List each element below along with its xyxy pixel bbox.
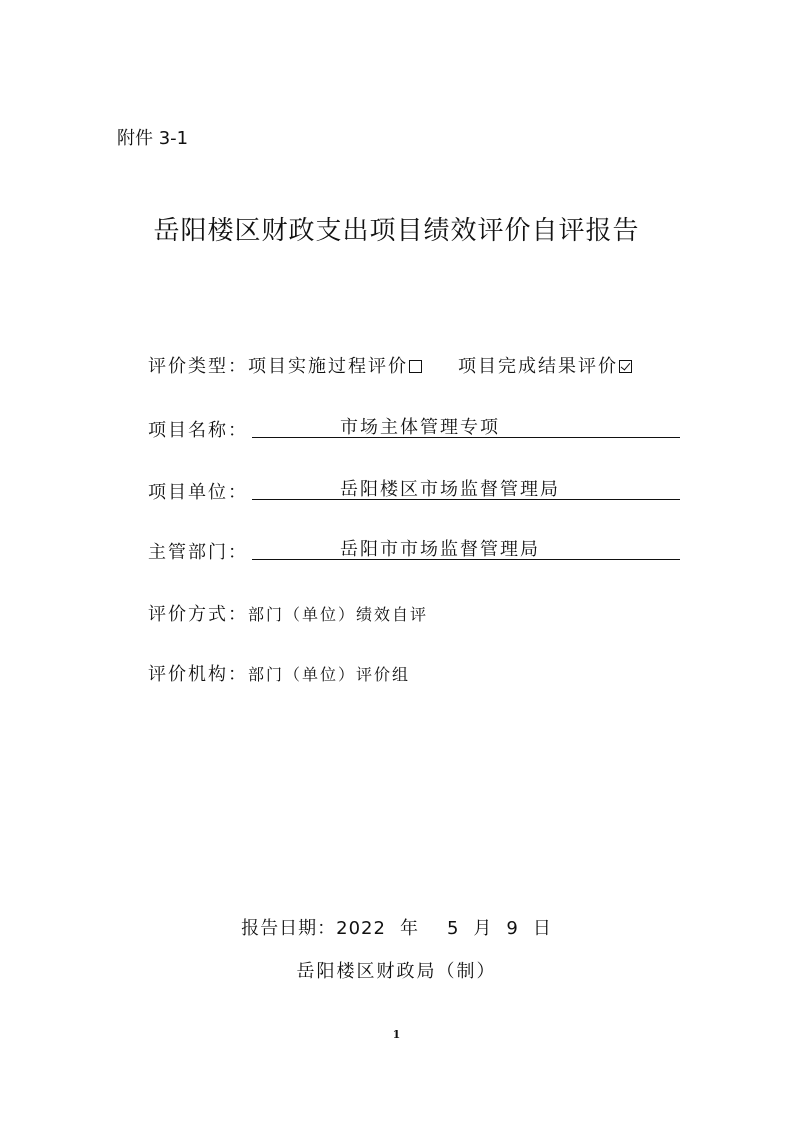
report-date-year-unit: 年 (399, 918, 419, 939)
supervisor-field (252, 535, 680, 560)
report-date-label: 报告日期： (241, 918, 337, 939)
evaluation-method-value: 部门（单位）绩效自评 (248, 605, 429, 624)
evaluation-type-row (148, 352, 632, 378)
evaluation-type-label: 评价类型： (148, 356, 248, 377)
report-date-day: 9 (506, 918, 519, 939)
attachment-label: 附件 3-1 (117, 128, 189, 149)
report-date-day-unit: 日 (532, 918, 552, 939)
project-name-value: 市场主体管理专项 (340, 417, 500, 438)
evaluation-org-label: 评价机构： (148, 664, 248, 685)
evaluation-org-value: 部门（单位）评价组 (248, 665, 411, 684)
result-evaluation-checkbox-checked-icon[interactable] (619, 360, 632, 373)
report-date-month-unit: 月 (473, 918, 493, 939)
process-evaluation-option: 项目实施过程评价 (248, 356, 408, 377)
result-evaluation-option: 项目完成结果评价 (458, 356, 618, 377)
project-unit-field (252, 475, 680, 500)
evaluation-method-label: 评价方式： (148, 604, 248, 625)
evaluation-org-row (148, 660, 410, 686)
report-date-year: 2022 (336, 918, 386, 939)
supervisor-label: 主管部门： (148, 542, 248, 563)
project-unit-value: 岳阳楼区市场监督管理局 (340, 479, 560, 500)
page-number: 1 (392, 1028, 401, 1041)
report-date (0, 914, 793, 940)
evaluation-method-row (148, 600, 428, 626)
project-name-label: 项目名称： (148, 420, 248, 441)
process-evaluation-checkbox-icon[interactable] (409, 360, 422, 373)
report-date-month: 5 (446, 918, 460, 939)
project-unit-label: 项目单位： (148, 482, 248, 503)
document-title: 岳阳楼区财政支出项目绩效评价自评报告 (153, 216, 640, 246)
issuer: 岳阳楼区财政局（制） (296, 961, 497, 982)
supervisor-value: 岳阳市市场监督管理局 (340, 539, 540, 560)
project-name-field (252, 413, 680, 438)
